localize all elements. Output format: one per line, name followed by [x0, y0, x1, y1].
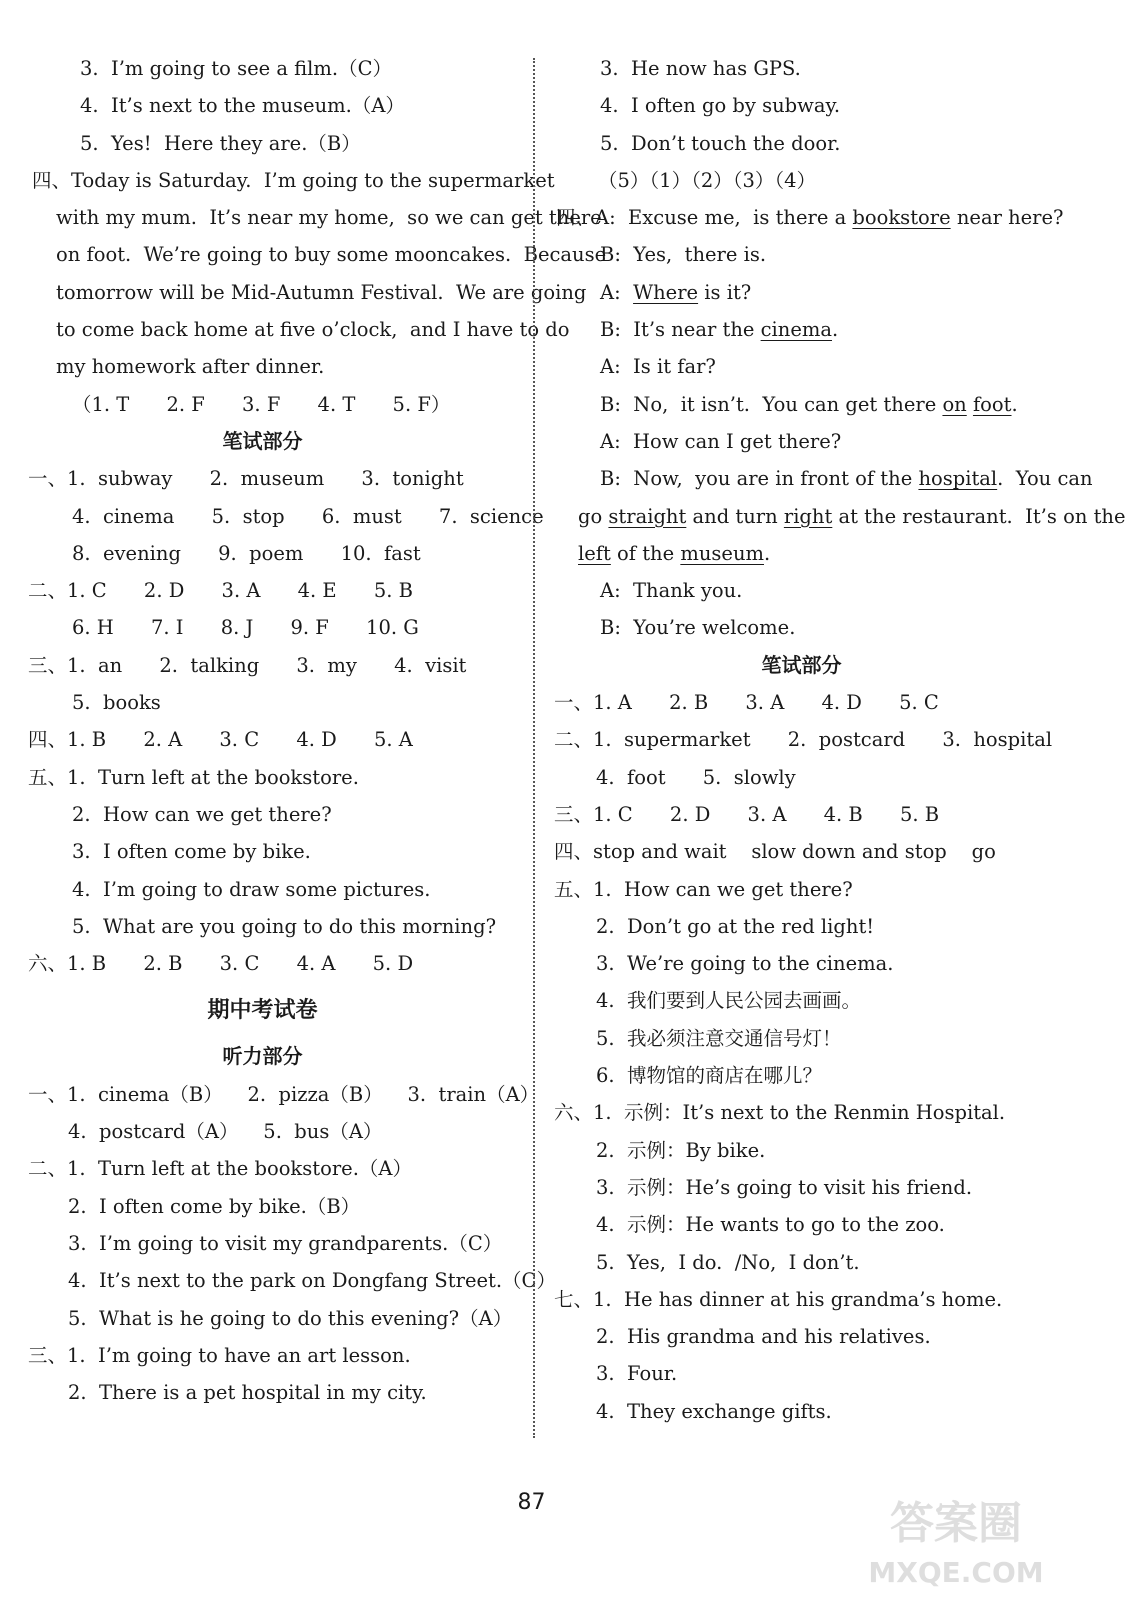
answer-line: 三、1. an 2. talking 3. my 4. visit — [28, 653, 467, 677]
text-run: A: Is it far? — [600, 355, 716, 379]
text-run: 5. 我必须注意交通信号灯！ — [596, 1026, 842, 1050]
answer-line: 2. I often come by bike.（B） — [68, 1194, 361, 1218]
answer-line — [540, 1393, 1063, 1430]
text-run: 2. His grandma and his relatives. — [596, 1325, 931, 1349]
text-run: . — [764, 541, 771, 565]
answer-line: 二、1. Turn left at the bookstore.（A） — [28, 1157, 412, 1181]
text-run: （5）（1）（2）（3）（4） — [598, 168, 817, 192]
text-run: B: No, it isn’t. You can get there — [600, 392, 943, 416]
left-column — [0, 50, 607, 1411]
answer-line: 4. cinema 5. stop 6. must 7. science — [72, 504, 544, 528]
text-run: 2. 示例：By bike. — [596, 1138, 766, 1162]
right-column — [540, 50, 1126, 1430]
text-run: B: Now, you are in front of the — [600, 467, 919, 491]
text-run: is it? — [698, 280, 752, 304]
text-run: 3. We’re going to the cinema. — [596, 952, 894, 976]
answer-line — [540, 423, 1063, 460]
text-run: and turn — [686, 504, 784, 528]
answer-line: 二、1. C 2. D 3. A 4. E 5. B — [28, 579, 413, 603]
answer-line — [540, 1132, 1063, 1169]
text-run: 六、1. 示例：It’s next to the Renmin Hospital. — [554, 1101, 1006, 1125]
answer-line — [540, 535, 1063, 572]
filled-blank: straight — [608, 504, 687, 528]
text-run: . — [832, 318, 839, 342]
answer-line — [540, 50, 1063, 87]
text-run: A: — [600, 280, 634, 304]
answer-line — [540, 1206, 1063, 1243]
text-run: 五、1. How can we get there? — [554, 877, 853, 901]
filled-blank: bookstore — [852, 206, 951, 230]
filled-blank: on — [942, 392, 967, 416]
answer-line — [540, 1355, 1063, 1392]
answer-line: 一、1. cinema（B） 2. pizza（B） 3. train（A） — [28, 1082, 540, 1106]
answer-line — [540, 871, 1063, 908]
answer-line: 2. There is a pet hospital in my city. — [68, 1381, 427, 1405]
answer-line: tomorrow will be Mid-Autumn Festival. We are going — [56, 280, 587, 304]
answer-line: my homework after dinner. — [56, 355, 325, 379]
text-run: 4. 我们要到人民公园去画画。 — [596, 989, 862, 1013]
watermark-title: 答案圈 — [890, 1498, 1022, 1549]
text-run: 一、1. A 2. B 3. A 4. D 5. C — [554, 691, 939, 715]
filled-blank: hospital — [918, 467, 998, 491]
text-run: 5. Don’t touch the door. — [600, 131, 841, 155]
answer-line — [540, 1057, 1063, 1094]
answer-line — [540, 236, 1063, 273]
answer-line: 四、1. B 2. A 3. C 4. D 5. A — [28, 728, 413, 752]
text-run: 6. 博物馆的商店在哪儿？ — [596, 1064, 823, 1088]
answer-line: 5. Yes! Here they are.（B） — [80, 131, 361, 155]
answer-line: 四、Today is Saturday. I’m going to the supermarket — [32, 168, 555, 192]
answer-line — [540, 1169, 1063, 1206]
answer-line: 五、1. Turn left at the bookstore. — [28, 765, 359, 789]
answer-line — [540, 721, 1063, 758]
answer-line — [540, 348, 1063, 385]
answer-line — [540, 759, 1063, 796]
answer-line: 5. What is he going to do this evening?（A） — [68, 1306, 513, 1330]
text-run: A: How can I get there? — [600, 429, 842, 453]
answer-line: 6. H 7. I 8. J 9. F 10. G — [72, 616, 419, 640]
section-heading: 笔试部分 — [761, 652, 842, 677]
answer-line — [540, 684, 1063, 721]
answer-line — [540, 833, 1063, 870]
answer-line: 4. I’m going to draw some pictures. — [72, 877, 431, 901]
text-run: 2. Don’t go at the red light! — [596, 914, 875, 938]
answer-line: 2. How can we get there? — [72, 802, 332, 826]
answer-line: （1. T 2. F 3. F 4. T 5. F） — [72, 392, 451, 416]
text-run: B: You’re welcome. — [600, 616, 796, 640]
text-run: 3. 示例：He’s going to visit his friend. — [596, 1175, 973, 1199]
text-run: of the — [610, 541, 681, 565]
answer-line: 3. I’m going to see a film.（C） — [80, 57, 393, 80]
filled-blank: foot — [972, 392, 1012, 416]
text-run: go — [578, 504, 609, 528]
text-run: 四、stop and wait slow down and stop go — [554, 840, 996, 864]
answer-line — [540, 908, 1063, 945]
answer-line: 六、1. B 2. B 3. C 4. A 5. D — [28, 952, 414, 976]
text-run: . — [1011, 392, 1018, 416]
text-run: 七、1. He has dinner at his grandma’s home. — [554, 1287, 1003, 1311]
text-run: 5. Yes, I do. /No, I don’t. — [596, 1250, 860, 1274]
text-run: 3. He now has GPS. — [600, 57, 801, 80]
answer-line — [540, 1281, 1063, 1318]
answer-line: 5. books — [72, 691, 161, 715]
answer-line: 3. I often come by bike. — [72, 840, 311, 864]
text-run: 4. 示例：He wants to go to the zoo. — [596, 1213, 945, 1237]
text-run: 四、A: Excuse me, is there a — [556, 206, 853, 230]
answer-line — [540, 498, 1126, 535]
filled-blank: left — [578, 541, 611, 565]
filled-blank: cinema — [760, 318, 832, 342]
answer-line — [540, 87, 1063, 124]
answer-line: 4. It’s next to the museum.（A） — [80, 94, 405, 118]
answer-line — [540, 572, 1063, 609]
text-run: 二、1. supermarket 2. postcard 3. hospital — [554, 728, 1053, 752]
watermark-domain: MXQE.COM — [868, 1556, 1044, 1589]
answer-line — [540, 199, 1063, 236]
watermark-logo — [860, 1478, 1055, 1593]
filled-blank: museum — [680, 541, 764, 565]
text-run: 三、1. C 2. D 3. A 4. B 5. B — [554, 802, 940, 826]
text-run: 4. foot 5. slowly — [596, 765, 796, 789]
answer-line — [540, 1094, 1063, 1131]
answer-line — [540, 982, 1063, 1019]
answer-line — [540, 1318, 1063, 1355]
answer-line — [540, 386, 1063, 423]
answer-line: 4. It’s next to the park on Dongfang Street.（C） — [68, 1269, 556, 1293]
answer-line — [540, 460, 1093, 497]
text-run: 4. I often go by subway. — [600, 94, 841, 118]
answer-line: on foot. We’re going to buy some mooncakes. Because — [56, 243, 607, 267]
answer-line — [540, 945, 1063, 982]
text-run: 3. Four. — [596, 1362, 678, 1386]
answer-line: to come back home at five o’clock, and I have to do — [56, 318, 570, 342]
page-number: 87 — [517, 1490, 546, 1515]
section-heading: 期中考试卷 — [207, 997, 318, 1024]
filled-blank: right — [783, 504, 833, 528]
answer-line: 3. I’m going to visit my grandparents.（C） — [68, 1231, 503, 1255]
column-divider — [533, 58, 535, 1438]
text-run: 4. They exchange gifts. — [596, 1399, 832, 1423]
answer-line: 三、1. I’m going to have an art lesson. — [28, 1343, 411, 1367]
answer-line — [540, 125, 1063, 162]
answer-line — [540, 162, 1063, 199]
answer-line — [540, 796, 1063, 833]
answer-line: with my mum. It’s near my home, so we can get there — [56, 206, 602, 230]
answer-line — [540, 1244, 1063, 1281]
answer-line — [540, 609, 1063, 646]
text-run: A: Thank you. — [600, 579, 743, 603]
answer-line — [540, 1020, 1063, 1057]
answer-line: 4. postcard（A） 5. bus（A） — [68, 1120, 383, 1144]
answer-line — [540, 311, 1063, 348]
text-run: B: It’s near the — [600, 318, 761, 342]
answer-line: 8. evening 9. poem 10. fast — [72, 541, 421, 565]
filled-blank: Where — [633, 280, 699, 304]
answer-line: 5. What are you going to do this morning? — [72, 914, 497, 938]
text-run: near here? — [950, 206, 1064, 230]
text-run: B: Yes, there is. — [600, 243, 767, 267]
text-run: . You can — [997, 467, 1093, 491]
text-run: at the restaurant. It’s on the — [832, 504, 1126, 528]
section-heading: 听力部分 — [222, 1044, 303, 1069]
section-heading: 笔试部分 — [222, 428, 303, 453]
answer-line: 一、1. subway 2. museum 3. tonight — [28, 467, 464, 491]
answer-line — [540, 274, 1063, 311]
